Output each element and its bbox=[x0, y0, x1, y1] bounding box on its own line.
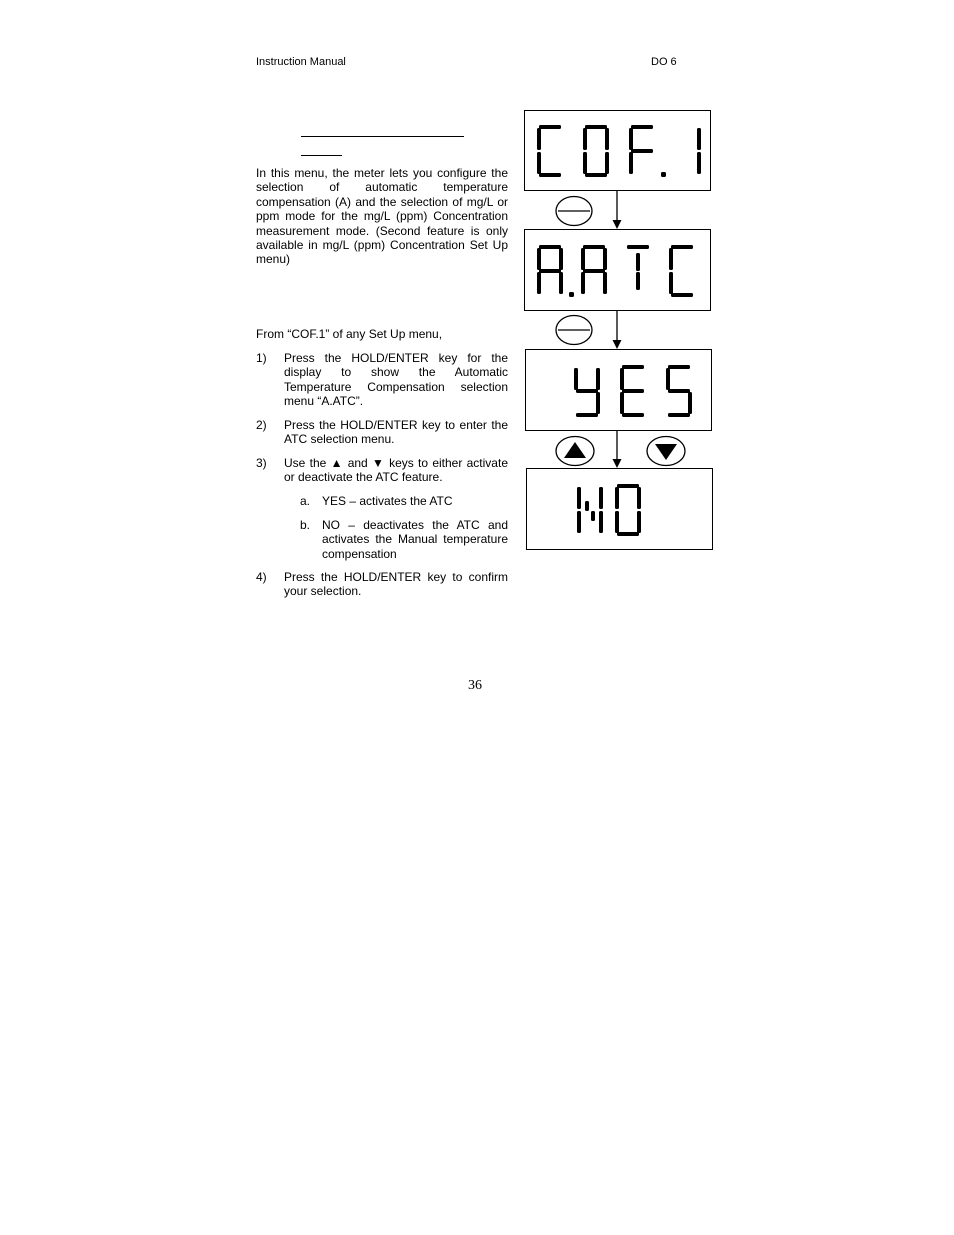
lcd-segment bbox=[603, 272, 607, 294]
enter-key-icon bbox=[555, 314, 595, 346]
lcd-display-aatc bbox=[524, 229, 711, 311]
header-model: DO 6 bbox=[651, 56, 677, 68]
substep-letter: b. bbox=[300, 518, 311, 532]
lcd-segment bbox=[668, 389, 690, 393]
lcd-segment bbox=[539, 245, 561, 249]
step-text: Press the HOLD/ENTER key to confirm your selection. bbox=[284, 570, 508, 599]
lcd-segment bbox=[622, 413, 644, 417]
lcd-segment bbox=[539, 125, 561, 129]
lcd-segment bbox=[583, 152, 587, 174]
lcd-segment bbox=[615, 511, 619, 533]
step-text: Press the HOLD/ENTER key to enter the ATC selection menu. bbox=[284, 418, 508, 447]
lcd-segment bbox=[666, 368, 670, 390]
lcd-segment bbox=[581, 248, 585, 270]
lcd-segment bbox=[537, 128, 541, 150]
lcd-decimal-point bbox=[569, 292, 574, 297]
lcd-segment bbox=[688, 392, 692, 414]
lcd-decimal-point bbox=[661, 172, 666, 177]
lcd-segment bbox=[576, 389, 598, 393]
lcd-segment bbox=[583, 245, 605, 249]
lcd-segment bbox=[537, 272, 541, 294]
heading-underline bbox=[301, 136, 464, 137]
lcd-segment bbox=[599, 511, 603, 533]
page-number: 36 bbox=[468, 678, 482, 693]
lcd-segment bbox=[697, 128, 701, 150]
lcd-segment bbox=[585, 173, 607, 177]
lcd-segment bbox=[637, 511, 641, 533]
lcd-segment bbox=[605, 152, 609, 174]
lcd-segment bbox=[591, 511, 595, 521]
lcd-segment bbox=[596, 392, 600, 414]
lcd-segment bbox=[583, 128, 587, 150]
lcd-segment bbox=[627, 245, 649, 249]
lcd-display-no bbox=[526, 468, 713, 550]
step-text: Use the ▲ and ▼ keys to either activate or deactivate the ATC feature. bbox=[284, 456, 508, 485]
lcd-digits-no bbox=[527, 469, 711, 548]
lcd-segment bbox=[585, 125, 607, 129]
header-title: Instruction Manual bbox=[256, 56, 346, 68]
lcd-segment bbox=[576, 413, 598, 417]
lcd-segment bbox=[615, 487, 619, 509]
lcd-digits-yes bbox=[526, 350, 710, 429]
lcd-segment bbox=[636, 253, 640, 271]
lcd-segment bbox=[599, 487, 603, 509]
lcd-segment bbox=[622, 365, 644, 369]
flow-arrow bbox=[610, 311, 624, 350]
lcd-segment bbox=[668, 413, 690, 417]
enter-key-icon bbox=[555, 195, 595, 227]
lcd-segment bbox=[539, 269, 561, 273]
lcd-segment bbox=[637, 487, 641, 509]
lcd-segment bbox=[603, 248, 607, 270]
intro-paragraph: In this menu, the meter lets you configure the selection of automatic temperature compensation (A) and the selection of mg/L or ppm mode for the mg/L (ppm) Concentration measurement mode. (Second feature is only available in mg/L (ppm) Concentration Set Up menu) bbox=[256, 166, 508, 267]
lcd-segment bbox=[620, 368, 624, 390]
down-triangle-icon bbox=[646, 435, 688, 467]
lcd-digits-aatc bbox=[525, 230, 709, 309]
lcd-segment bbox=[617, 484, 639, 488]
step-number: 3) bbox=[256, 456, 267, 470]
lcd-segment bbox=[671, 245, 693, 249]
subheading-underline bbox=[301, 155, 342, 156]
lcd-segment bbox=[636, 272, 640, 290]
lcd-segment bbox=[620, 392, 624, 414]
lcd-segment bbox=[574, 368, 578, 390]
lcd-segment bbox=[669, 248, 673, 270]
step-text: Press the HOLD/ENTER key for the display to show the Automatic Temperature Compensation selection menu “A.ATC”. bbox=[284, 351, 508, 409]
lcd-segment bbox=[559, 272, 563, 294]
up-triangle-icon bbox=[555, 435, 597, 467]
step-number: 2) bbox=[256, 418, 267, 432]
lcd-display-yes bbox=[525, 349, 712, 431]
lcd-segment bbox=[668, 365, 690, 369]
lcd-segment bbox=[585, 501, 589, 511]
lcd-segment bbox=[559, 248, 563, 270]
lcd-segment bbox=[537, 152, 541, 174]
lcd-segment bbox=[629, 152, 633, 174]
flow-arrow bbox=[610, 431, 624, 469]
lcd-segment bbox=[581, 272, 585, 294]
substep-text: YES – activates the ATC bbox=[322, 494, 453, 508]
lcd-segment bbox=[629, 128, 633, 150]
lcd-segment bbox=[671, 293, 693, 297]
lcd-segment bbox=[596, 368, 600, 390]
lcd-segment bbox=[631, 125, 653, 129]
lcd-segment bbox=[617, 532, 639, 536]
lcd-segment bbox=[605, 128, 609, 150]
lcd-segment bbox=[577, 511, 581, 533]
lcd-segment bbox=[631, 149, 653, 153]
flow-arrow bbox=[610, 191, 624, 230]
lcd-segment bbox=[583, 269, 605, 273]
lcd-segment bbox=[537, 248, 541, 270]
step-number: 1) bbox=[256, 351, 267, 365]
lcd-digits-cof1 bbox=[525, 111, 709, 189]
step-number: 4) bbox=[256, 570, 267, 584]
lcd-display-cof1 bbox=[524, 110, 711, 191]
lcd-segment bbox=[622, 389, 644, 393]
substep-letter: a. bbox=[300, 494, 311, 508]
lcd-segment bbox=[577, 487, 581, 509]
from-line: From “COF.1” of any Set Up menu, bbox=[256, 327, 443, 341]
lcd-segment bbox=[697, 152, 701, 174]
lcd-segment bbox=[669, 272, 673, 294]
lcd-segment bbox=[539, 173, 561, 177]
substep-text: NO – deactivates the ATC and activates the Manual temperature compensation bbox=[322, 518, 508, 561]
